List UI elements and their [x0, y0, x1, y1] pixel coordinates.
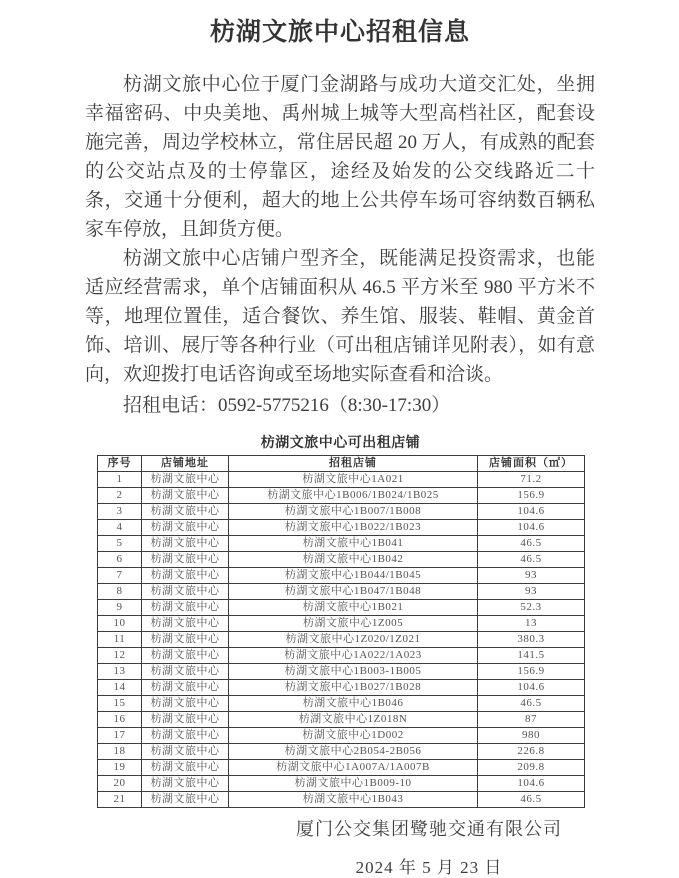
cell-index: 18	[98, 744, 142, 760]
cell-index: 15	[98, 696, 142, 712]
cell-shop: 枋湖文旅中心1B022/1B023	[229, 520, 478, 536]
cell-area: 104.6	[478, 680, 585, 696]
cell-address: 枋湖文旅中心	[142, 504, 229, 520]
cell-address: 枋湖文旅中心	[142, 600, 229, 616]
cell-index: 12	[98, 648, 142, 664]
header-shop: 招租店铺	[229, 456, 478, 472]
cell-shop: 枋湖文旅中心1B007/1B008	[229, 504, 478, 520]
cell-address: 枋湖文旅中心	[142, 584, 229, 600]
cell-index: 10	[98, 616, 142, 632]
cell-shop: 枋湖文旅中心1A021	[229, 472, 478, 488]
rental-phone-line: 招租电话：0592-5775216（8:30-17:30）	[123, 395, 451, 416]
cell-area: 156.9	[478, 488, 585, 504]
cell-shop: 枋湖文旅中心1B006/1B024/1B025	[229, 488, 478, 504]
cell-area: 46.5	[478, 536, 585, 552]
cell-shop: 枋湖文旅中心1B042	[229, 552, 478, 568]
rental-shops-table	[97, 455, 585, 808]
company-name: 厦门公交集团鹭驰交通有限公司	[296, 819, 562, 839]
cell-address: 枋湖文旅中心	[142, 552, 229, 568]
cell-area: 87	[478, 712, 585, 728]
cell-shop: 枋湖文旅中心1B003-1B005	[229, 664, 478, 680]
header-area: 店铺面积（㎡）	[478, 456, 585, 472]
cell-area: 71.2	[478, 472, 585, 488]
cell-area: 46.5	[478, 792, 585, 808]
table-row	[98, 792, 585, 808]
cell-area: 980	[478, 728, 585, 744]
cell-address: 枋湖文旅中心	[142, 648, 229, 664]
cell-index: 9	[98, 600, 142, 616]
cell-index: 14	[98, 680, 142, 696]
cell-shop: 枋湖文旅中心1Z005	[229, 616, 478, 632]
cell-index: 21	[98, 792, 142, 808]
body-text	[85, 70, 595, 389]
cell-shop: 枋湖文旅中心1Z020/1Z021	[229, 632, 478, 648]
cell-shop: 枋湖文旅中心1D002	[229, 728, 478, 744]
table-row	[98, 552, 585, 568]
cell-index: 17	[98, 728, 142, 744]
cell-area: 93	[478, 584, 585, 600]
table-row	[98, 680, 585, 696]
cell-index: 3	[98, 504, 142, 520]
paragraph-location: 枋湖文旅中心位于厦门金湖路与成功大道交汇处，坐拥幸福密码、中央美地、禹州城上城等大型高档社区，配套设施完善，周边学校林立，常住居民超 20 万人，有成熟的配套的公交站点及的士停靠区，途经及始发的公交线路近二十条，交通十分便利，超大的地上公共停车场可容纳数百辆私家车停放，且卸货方便。	[85, 74, 595, 240]
cell-area: 52.3	[478, 600, 585, 616]
cell-address: 枋湖文旅中心	[142, 568, 229, 584]
cell-area: 226.8	[478, 744, 585, 760]
table-row	[98, 616, 585, 632]
cell-index: 8	[98, 584, 142, 600]
document-date: 2024 年 5 月 23 日	[355, 858, 503, 877]
cell-shop: 枋湖文旅中心1B021	[229, 600, 478, 616]
cell-index: 19	[98, 760, 142, 776]
cell-address: 枋湖文旅中心	[142, 680, 229, 696]
table-row	[98, 760, 585, 776]
cell-index: 13	[98, 664, 142, 680]
table-row	[98, 648, 585, 664]
cell-index: 2	[98, 488, 142, 504]
cell-address: 枋湖文旅中心	[142, 696, 229, 712]
table-row	[98, 632, 585, 648]
table-row	[98, 536, 585, 552]
cell-area: 46.5	[478, 552, 585, 568]
cell-area: 93	[478, 568, 585, 584]
cell-index: 11	[98, 632, 142, 648]
table-row	[98, 472, 585, 488]
table-row	[98, 712, 585, 728]
cell-area: 104.6	[478, 776, 585, 792]
cell-area: 104.6	[478, 520, 585, 536]
cell-address: 枋湖文旅中心	[142, 776, 229, 792]
cell-area: 209.8	[478, 760, 585, 776]
table-row	[98, 520, 585, 536]
cell-area: 141.5	[478, 648, 585, 664]
document-footer	[269, 819, 589, 878]
cell-index: 20	[98, 776, 142, 792]
cell-shop: 枋湖文旅中心1B043	[229, 792, 478, 808]
cell-shop: 枋湖文旅中心1B046	[229, 696, 478, 712]
paragraph-shops: 枋湖文旅中心店铺户型齐全，既能满足投资需求，也能适应经营需求，单个店铺面积从 46.5 平方米至 980 平方米不等，地理位置佳，适合餐饮、养生馆、服装、鞋帽、黄金首饰、培训、展厅等各种行业（可出租店铺详见附表），如有意向，欢迎拨打电话咨询或至场地实际查看和洽谈。	[85, 248, 595, 385]
header-index: 序号	[98, 456, 142, 472]
table-title: 枋湖文旅中心可出租店铺	[260, 436, 421, 451]
cell-address: 枋湖文旅中心	[142, 664, 229, 680]
cell-shop: 枋湖文旅中心1A022/1A023	[229, 648, 478, 664]
cell-area: 13	[478, 616, 585, 632]
table-row	[98, 744, 585, 760]
header-address: 店铺地址	[142, 456, 229, 472]
cell-address: 枋湖文旅中心	[142, 712, 229, 728]
cell-area: 156.9	[478, 664, 585, 680]
cell-address: 枋湖文旅中心	[142, 728, 229, 744]
cell-index: 7	[98, 568, 142, 584]
cell-shop: 枋湖文旅中心1B027/1B028	[229, 680, 478, 696]
cell-shop: 枋湖文旅中心1B047/1B048	[229, 584, 478, 600]
cell-shop: 枋湖文旅中心1Z018N	[229, 712, 478, 728]
table-row	[98, 776, 585, 792]
table-header-row	[98, 456, 585, 472]
table-row	[98, 728, 585, 744]
cell-address: 枋湖文旅中心	[142, 488, 229, 504]
table-row	[98, 600, 585, 616]
cell-index: 5	[98, 536, 142, 552]
rental-table-section	[97, 432, 584, 808]
cell-address: 枋湖文旅中心	[142, 472, 229, 488]
cell-shop: 枋湖文旅中心1B044/1B045	[229, 568, 478, 584]
cell-shop: 枋湖文旅中心1B041	[229, 536, 478, 552]
cell-address: 枋湖文旅中心	[142, 744, 229, 760]
cell-area: 380.3	[478, 632, 585, 648]
page-title: 枋湖文旅中心招租信息	[209, 18, 470, 46]
cell-index: 16	[98, 712, 142, 728]
cell-address: 枋湖文旅中心	[142, 792, 229, 808]
table-row	[98, 568, 585, 584]
table-row	[98, 696, 585, 712]
cell-shop: 枋湖文旅中心1A007A/1A007B	[229, 760, 478, 776]
table-row	[98, 504, 585, 520]
cell-index: 1	[98, 472, 142, 488]
cell-shop: 枋湖文旅中心2B054-2B056	[229, 744, 478, 760]
cell-address: 枋湖文旅中心	[142, 536, 229, 552]
table-row	[98, 584, 585, 600]
cell-index: 4	[98, 520, 142, 536]
table-row	[98, 488, 585, 504]
cell-shop: 枋湖文旅中心1B009-10	[229, 776, 478, 792]
cell-address: 枋湖文旅中心	[142, 616, 229, 632]
table-row	[98, 664, 585, 680]
cell-address: 枋湖文旅中心	[142, 520, 229, 536]
cell-index: 6	[98, 552, 142, 568]
cell-area: 46.5	[478, 696, 585, 712]
cell-address: 枋湖文旅中心	[142, 632, 229, 648]
table-body	[98, 472, 585, 808]
cell-area: 104.6	[478, 504, 585, 520]
cell-address: 枋湖文旅中心	[142, 760, 229, 776]
